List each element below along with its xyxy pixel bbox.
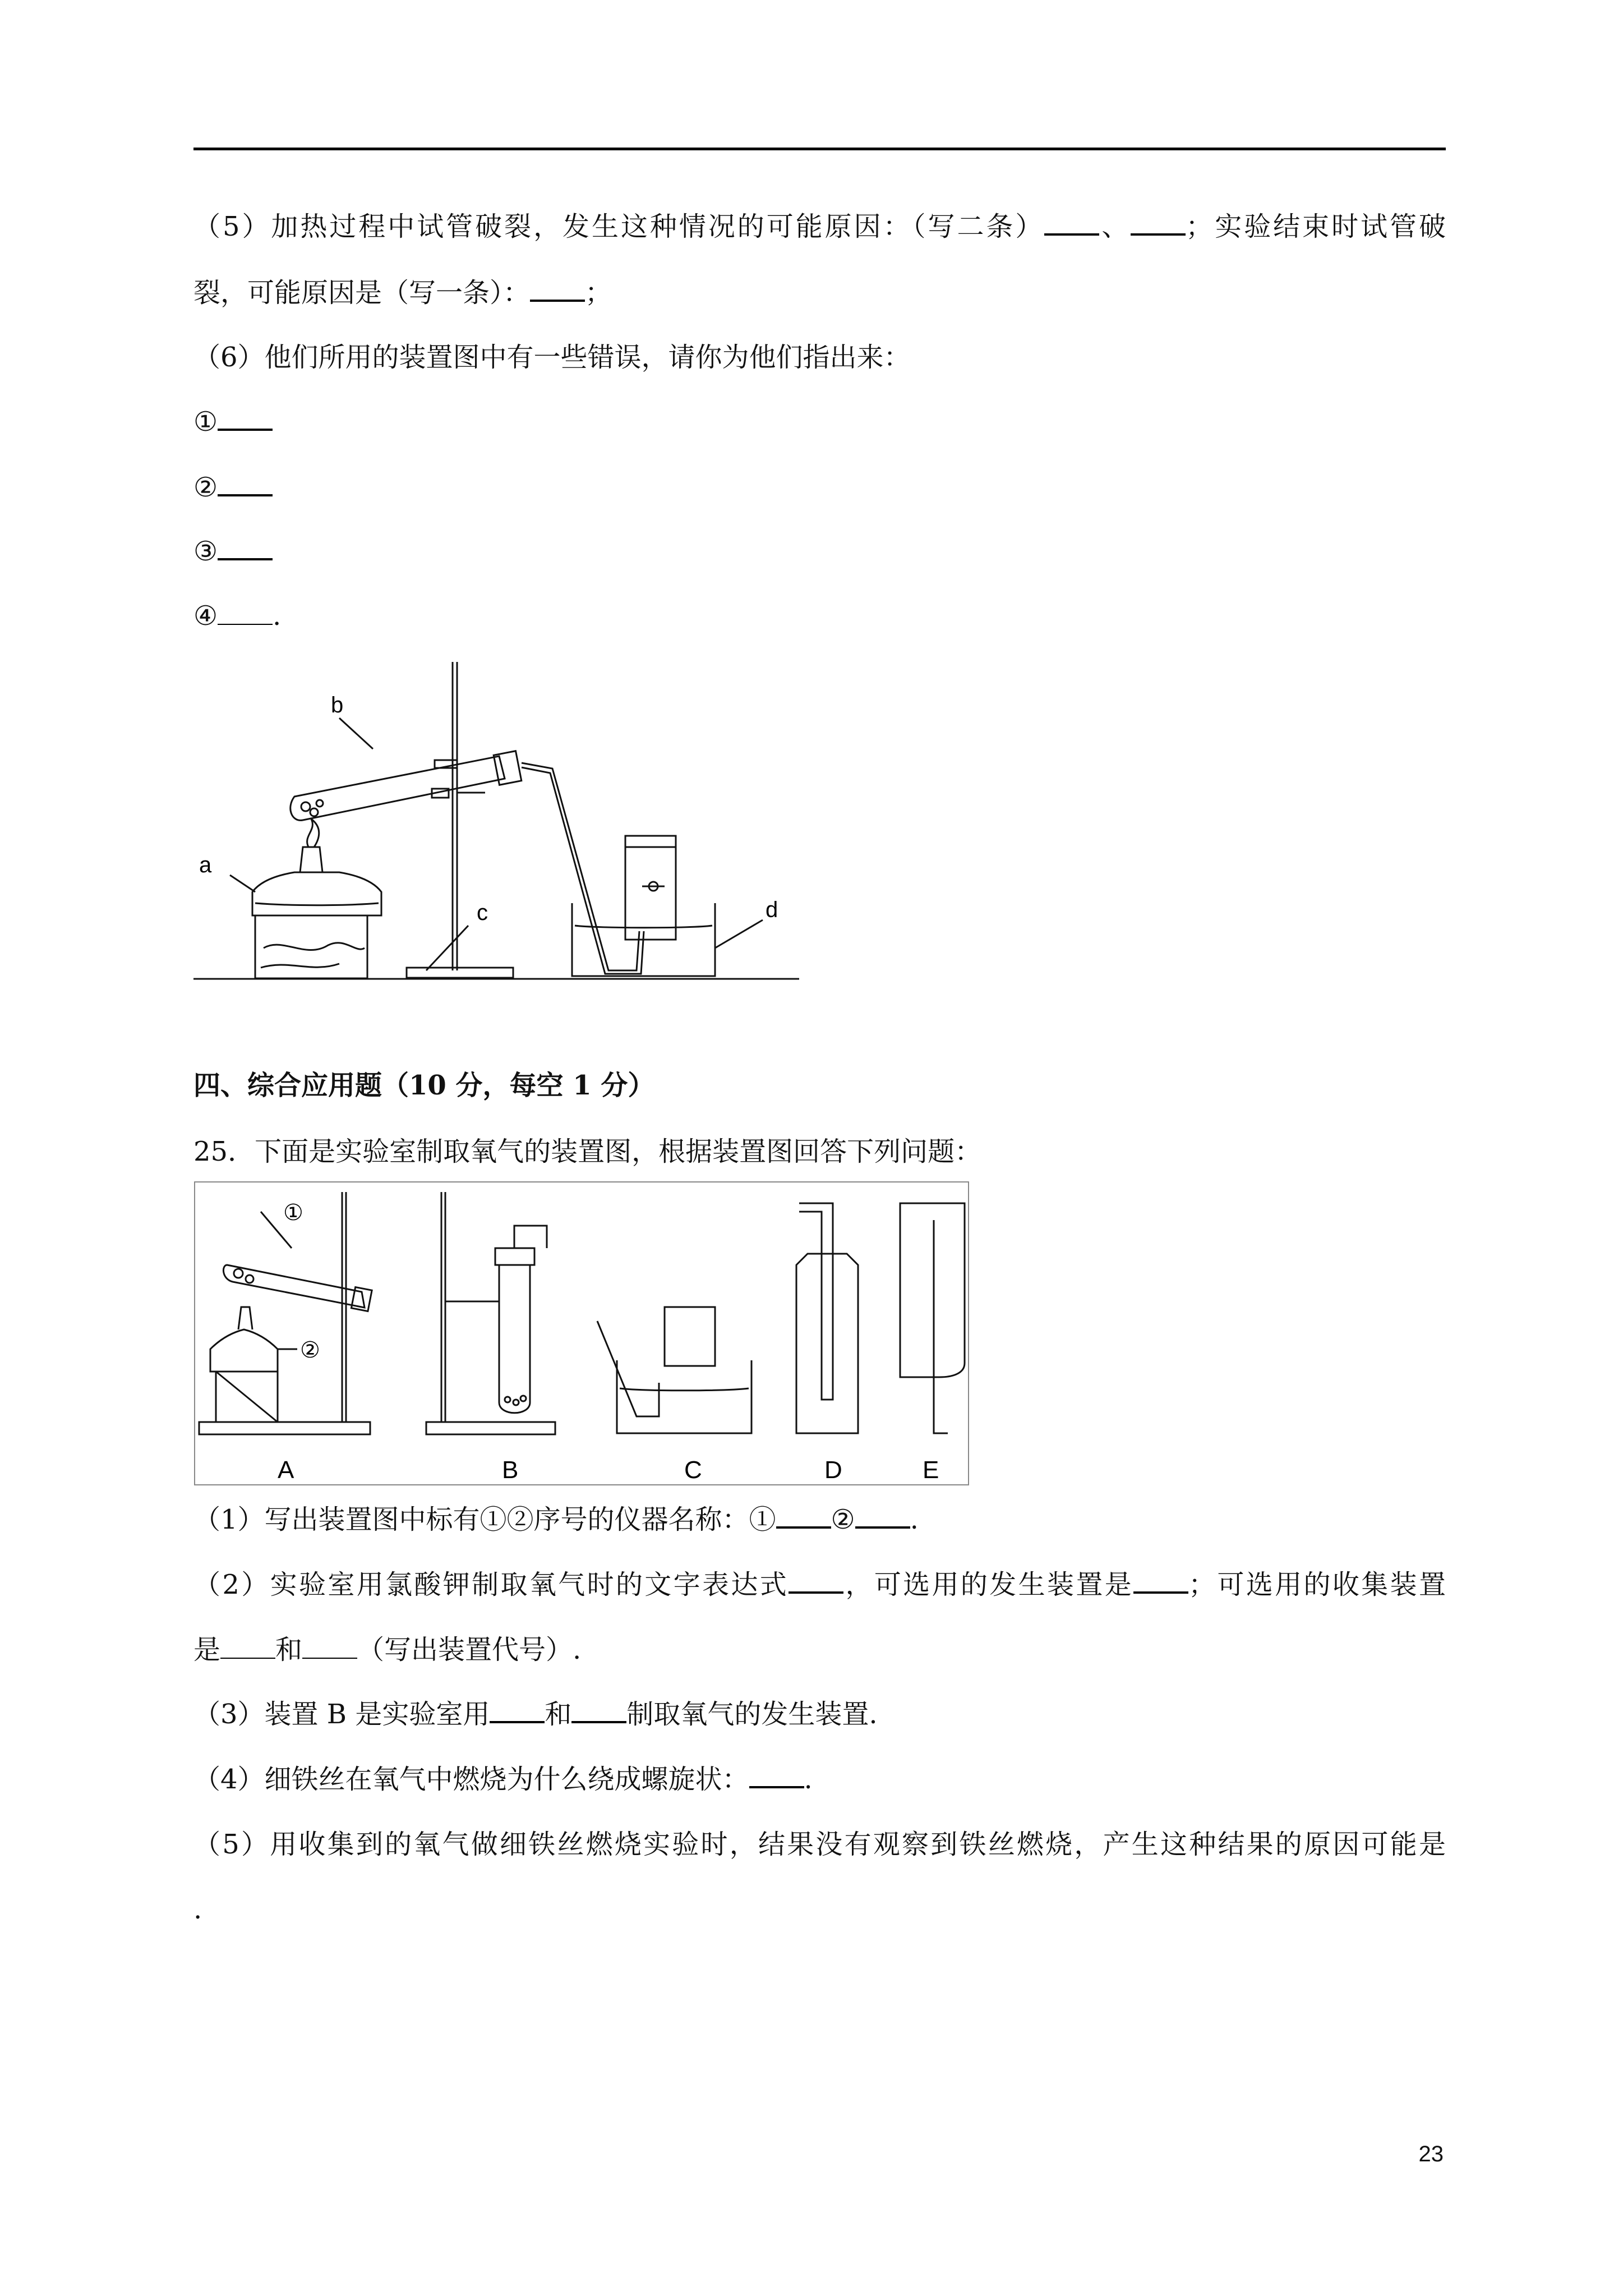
q25-p1: （1）写出装置图中标有①②序号的仪器名称：① ② . (193, 1504, 919, 1535)
q25-p3: （3）装置 B 是实验室用 和 制取氧气的发生装置. (193, 1699, 878, 1730)
oxygen-apparatus-figure-q25 (193, 1181, 970, 1489)
answer-blank[interactable] (1044, 211, 1099, 236)
label-C: C (684, 1456, 702, 1484)
q24-p5-line1: （5）加热过程中试管破裂，发生这种情况的可能原因：（写二条） 、 ；实验结束时试管破 (193, 211, 1446, 242)
answer-blank[interactable] (1131, 211, 1186, 236)
answer-blank[interactable] (490, 1699, 545, 1723)
answer-blank[interactable] (1133, 1569, 1188, 1594)
q25-p2-line2: 是 和 （写出装置代号）. (193, 1634, 582, 1665)
label-circle-2: ② (300, 1338, 320, 1363)
label-circle-1: ① (283, 1200, 303, 1225)
q25-p5-line2: . (193, 1894, 202, 1925)
answer-blank[interactable] (218, 536, 273, 560)
q24-item-4: ④ . (193, 600, 282, 632)
label-E: E (923, 1456, 939, 1484)
answer-blank[interactable] (218, 472, 273, 496)
answer-blank[interactable] (530, 277, 585, 302)
q25-stem: 25．下面是实验室制取氧气的装置图，根据装置图回答下列问题： (193, 1136, 982, 1167)
q25-p5-line1: （5）用收集到的氧气做细铁丝燃烧实验时，结果没有观察到铁丝燃烧，产生这种结果的原因可能是 (193, 1829, 1446, 1860)
q24-item-3: ③ (193, 533, 1446, 569)
label-d: d (766, 898, 778, 922)
label-b: b (331, 693, 344, 717)
q24-item-1: ① (193, 404, 1446, 440)
oxygen-apparatus-figure-q24 (193, 656, 799, 982)
label-B: B (502, 1456, 519, 1484)
q24-item-2: ② (193, 470, 1446, 505)
answer-blank[interactable] (218, 406, 273, 431)
answer-blank[interactable] (571, 1699, 626, 1723)
answer-blank[interactable] (789, 1569, 843, 1594)
answer-blank[interactable] (218, 601, 273, 625)
label-a: a (199, 853, 212, 877)
answer-blank[interactable] (220, 1635, 275, 1659)
q25-p4: （4）细铁丝在氧气中燃烧为什么绕成螺旋状： . (193, 1764, 813, 1795)
answer-blank[interactable] (855, 1504, 910, 1529)
q24-p6: （6）他们所用的装置图中有一些错误，请你为他们指出来： (193, 342, 911, 373)
answer-blank[interactable] (749, 1764, 804, 1788)
label-A: A (278, 1456, 294, 1484)
section-heading: 四、综合应用题（10 分，每空 1 分） (193, 1070, 655, 1101)
label-D: D (824, 1456, 842, 1484)
answer-blank[interactable] (302, 1635, 357, 1659)
q25-p2-line1: （2）实验室用氯酸钾制取氧气时的文字表达式 ，可选用的发生装置是 ；可选用的收集装置 (193, 1569, 1446, 1600)
header-rule (193, 148, 1446, 150)
answer-blank[interactable] (776, 1504, 831, 1529)
label-c: c (477, 900, 488, 925)
page-number: 23 (1418, 2142, 1444, 2166)
q24-p5-line2: 裂，可能原因是（写一条）： ； (193, 277, 612, 309)
